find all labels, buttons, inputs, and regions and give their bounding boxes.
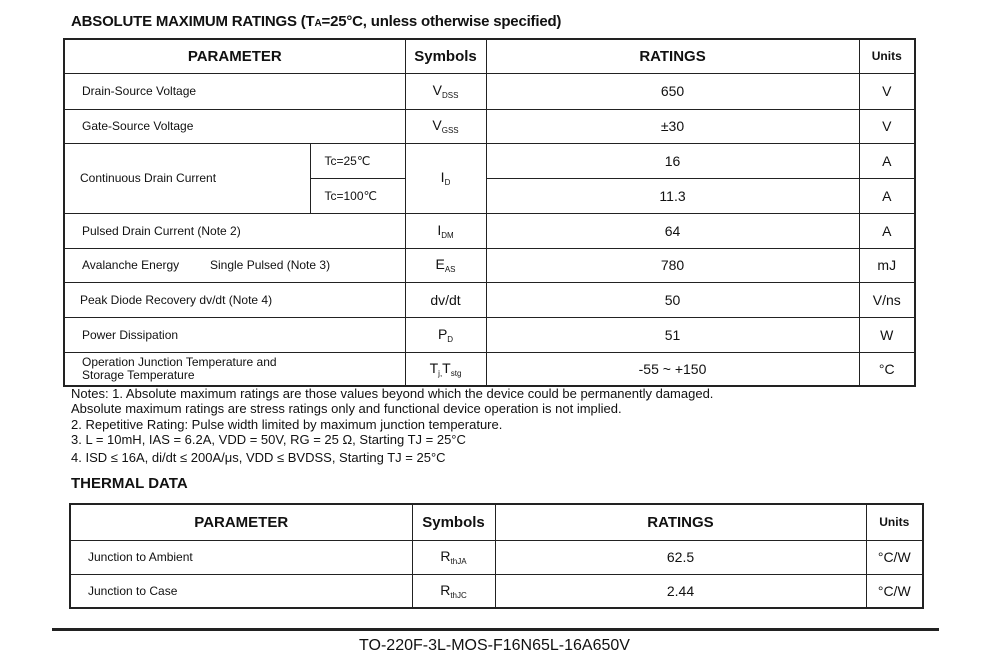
- note-line: 3. L = 10mH, IAS = 6.2A, VDD = 50V, RG = 25 Ω, Starting TJ = 25°C: [71, 431, 466, 447]
- thermal-header-row: [70, 504, 923, 540]
- symbol-idm: $I_{DM}$: [405, 213, 486, 248]
- thermal-row-ambient: [70, 540, 923, 574]
- rating-vgss: ±30: [486, 109, 859, 143]
- rating-tj: -55 ~ +150: [486, 352, 859, 386]
- param-id: Continuous Drain Current: [64, 143, 310, 213]
- unit-vdss: V: [859, 73, 915, 109]
- row-dvdt: [64, 282, 915, 317]
- note-line: 2. Repetitive Rating: Pulse width limited by maximum junction temperature.: [71, 416, 503, 432]
- thermal-row-case: [70, 574, 923, 608]
- footer-part-number: TO-220F-3L-MOS-F16N65L-16A650V: [359, 637, 630, 654]
- symbol-pd: $P_D$: [405, 317, 486, 352]
- param-eas: Avalanche Energy Single Pulsed (Note 3): [64, 248, 405, 282]
- symbol-tj: $T_{j,}T_{stg}$: [405, 352, 486, 386]
- thermal-unit-case: °C/W: [866, 574, 923, 608]
- row-id-25: [64, 143, 915, 178]
- thermal-header-ratings: RATINGS: [495, 504, 866, 540]
- cond-eas: Single Pulsed (Note 3): [210, 258, 331, 272]
- notes: [71, 386, 713, 465]
- param-pd: Power Dissipation: [64, 317, 405, 352]
- unit-dvdt: V/ns: [859, 282, 915, 317]
- row-vgss: [64, 109, 915, 143]
- symbol-id: $I_D$: [405, 143, 486, 213]
- thermal-data-title: THERMAL DATA: [71, 475, 188, 492]
- rating-id-100: 11.3: [486, 178, 859, 213]
- cond-id-100: Tc=100℃: [310, 178, 405, 213]
- thermal-symbol-ambient: $R_{thJA}$: [412, 540, 495, 574]
- row-tj: [64, 352, 915, 386]
- unit-tj: °C: [859, 352, 915, 386]
- rating-idm: 64: [486, 213, 859, 248]
- param-idm: Pulsed Drain Current (Note 2): [64, 213, 405, 248]
- unit-id-25: A: [859, 143, 915, 178]
- symbol-dvdt: dv/dt: [405, 282, 486, 317]
- header-parameter: PARAMETER: [64, 39, 405, 73]
- unit-idm: A: [859, 213, 915, 248]
- param-vgss: Gate-Source Voltage: [64, 109, 405, 143]
- rating-vdss: 650: [486, 73, 859, 109]
- thermal-param-case: Junction to Case: [70, 574, 412, 608]
- thermal-data-table: [69, 503, 924, 609]
- row-pd: [64, 317, 915, 352]
- abs-max-ratings-table: [63, 38, 916, 387]
- rating-pd: 51: [486, 317, 859, 352]
- rating-eas: 780: [486, 248, 859, 282]
- row-eas: [64, 248, 915, 282]
- cond-id-25: Tc=25℃: [310, 143, 405, 178]
- footer-divider: [52, 628, 939, 631]
- note-line: 4. ISD ≤ 16A, di/dt ≤ 200A/μs, VDD ≤ BVDSS, Starting TJ = 25°C: [71, 450, 446, 466]
- abs-max-ratings-title: ABSOLUTE MAXIMUM RATINGS (TA=25°C, unless otherwise specified): [71, 13, 562, 30]
- unit-eas: mJ: [859, 248, 915, 282]
- symbol-vdss: $V_{DSS}$: [405, 73, 486, 109]
- thermal-param-ambient: Junction to Ambient: [70, 540, 412, 574]
- thermal-header-units: Units: [866, 504, 923, 540]
- thermal-header-parameter: PARAMETER: [70, 504, 412, 540]
- thermal-rating-ambient: 62.5: [495, 540, 866, 574]
- rating-id-25: 16: [486, 143, 859, 178]
- thermal-symbol-case: $R_{thJC}$: [412, 574, 495, 608]
- symbol-vgss: $V_{GSS}$: [405, 109, 486, 143]
- row-vdss: [64, 73, 915, 109]
- header-row: [64, 39, 915, 73]
- param-vdss: Drain-Source Voltage: [64, 73, 405, 109]
- thermal-rating-case: 2.44: [495, 574, 866, 608]
- note-line: Absolute maximum ratings are stress ratings only and functional device operation is not implied.: [71, 401, 622, 417]
- unit-id-100: A: [859, 178, 915, 213]
- unit-pd: W: [859, 317, 915, 352]
- rating-dvdt: 50: [486, 282, 859, 317]
- header-units: Units: [859, 39, 915, 73]
- header-ratings: RATINGS: [486, 39, 859, 73]
- unit-vgss: V: [859, 109, 915, 143]
- header-symbols: Symbols: [405, 39, 486, 73]
- param-dvdt: Peak Diode Recovery dv/dt (Note 4): [64, 282, 405, 317]
- thermal-unit-ambient: °C/W: [866, 540, 923, 574]
- thermal-header-symbols: Symbols: [412, 504, 495, 540]
- note-line: Notes: 1. Absolute maximum ratings are those values beyond which the device could be permanently damaged.: [71, 386, 714, 401]
- symbol-eas: $E_{AS}$: [405, 248, 486, 282]
- param-tj: Operation Junction Temperature and Storage Temperature: [64, 352, 405, 386]
- row-idm: [64, 213, 915, 248]
